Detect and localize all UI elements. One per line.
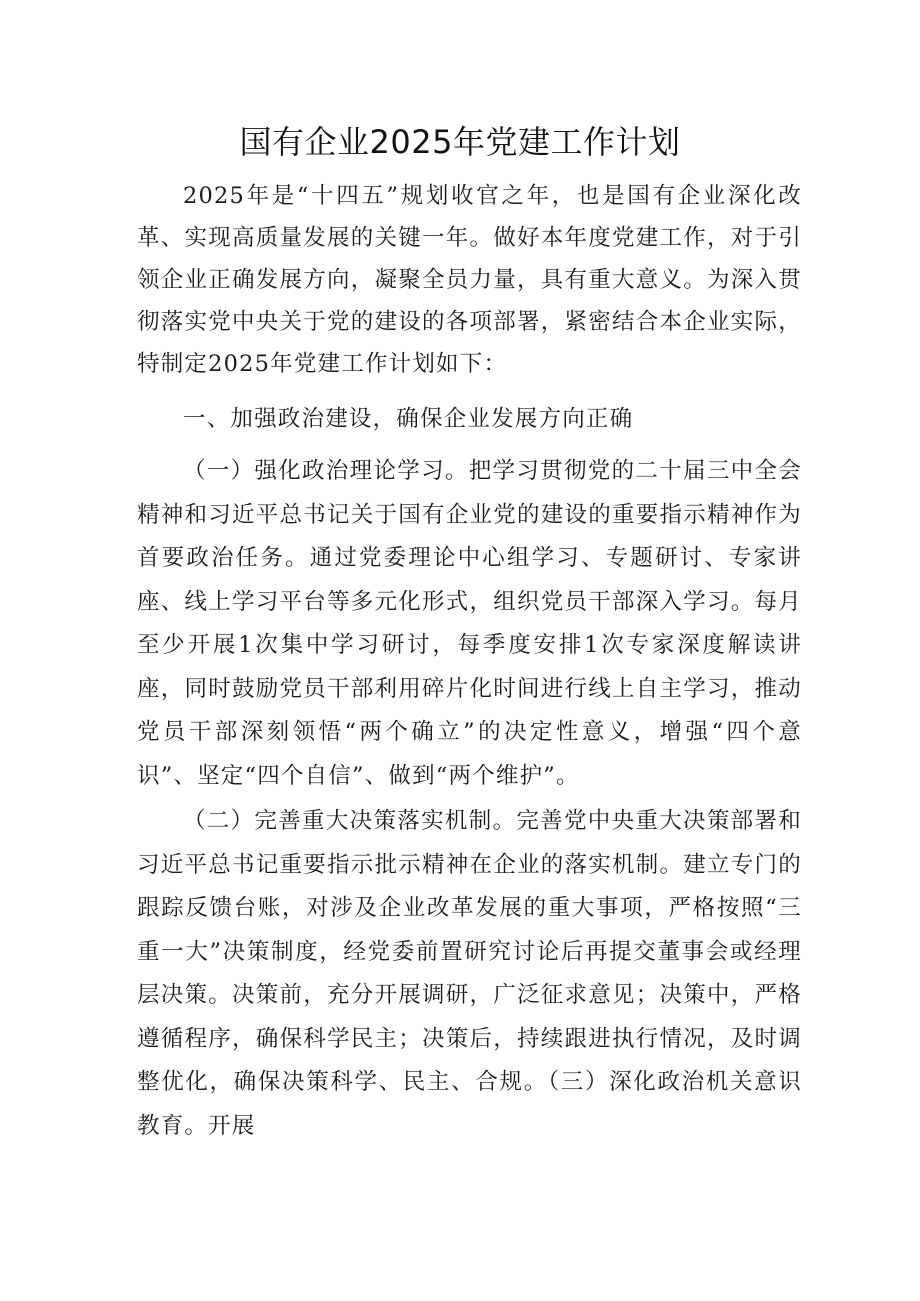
- document-title: 国有企业2025年党建工作计划: [239, 123, 681, 161]
- paragraph-1-block: [137, 450, 802, 798]
- intro-paragraph-block: [137, 175, 802, 385]
- paragraph-1: （一）强化政治理论学习。把学习贯彻党的二十届三中全会精神和习近平总书记关于国有企业党的建设的重要指示精神作为首要政治任务。通过党委理论中心组学习、专题研讨、专家讲座、线上学习平台等多元化形式，组织党员干部深入学习。每月至少开展1次集中学习研讨，每季度安排1次专家深度解读讲座，同时鼓励党员干部利用碎片化时间进行线上自主学习，推动党员干部深刻领悟“两个确立”的决定性意义，增强“四个意识”、坚定“四个自信”、做到“两个维护”。: [137, 458, 802, 789]
- intro-paragraph: 2025年是“十四五”规划收官之年，也是国有企业深化改革、实现高质量发展的关键一年。做好本年度党建工作，对于引领企业正确发展方向，凝聚全员力量，具有重大意义。为深入贯彻落实党中央关于党的建设的各项部署，紧密结合本企业实际，特制定2025年党建工作计划如下：: [137, 183, 802, 377]
- paragraph-2: （二）完善重大决策落实机制。完善党中央重大决策部署和习近平总书记重要指示批示精神在企业的落实机制。建立专门的跟踪反馈台账，对涉及企业改革发展的重大事项，严格按照“三重一大”决策制度，经党委前置研究讨论后再提交董事会或经理层决策。决策前，充分开展调研，广泛征求意见；决策中，严格遵循程序，确保科学民主；决策后，持续跟进执行情况，及时调整优化，确保决策科学、民主、合规。（三）深化政治机关意识教育。开展: [137, 808, 802, 1139]
- section-heading-1: 一、加强政治建设，确保企业发展方向正确: [183, 406, 634, 432]
- paragraph-2-block: [137, 800, 802, 1148]
